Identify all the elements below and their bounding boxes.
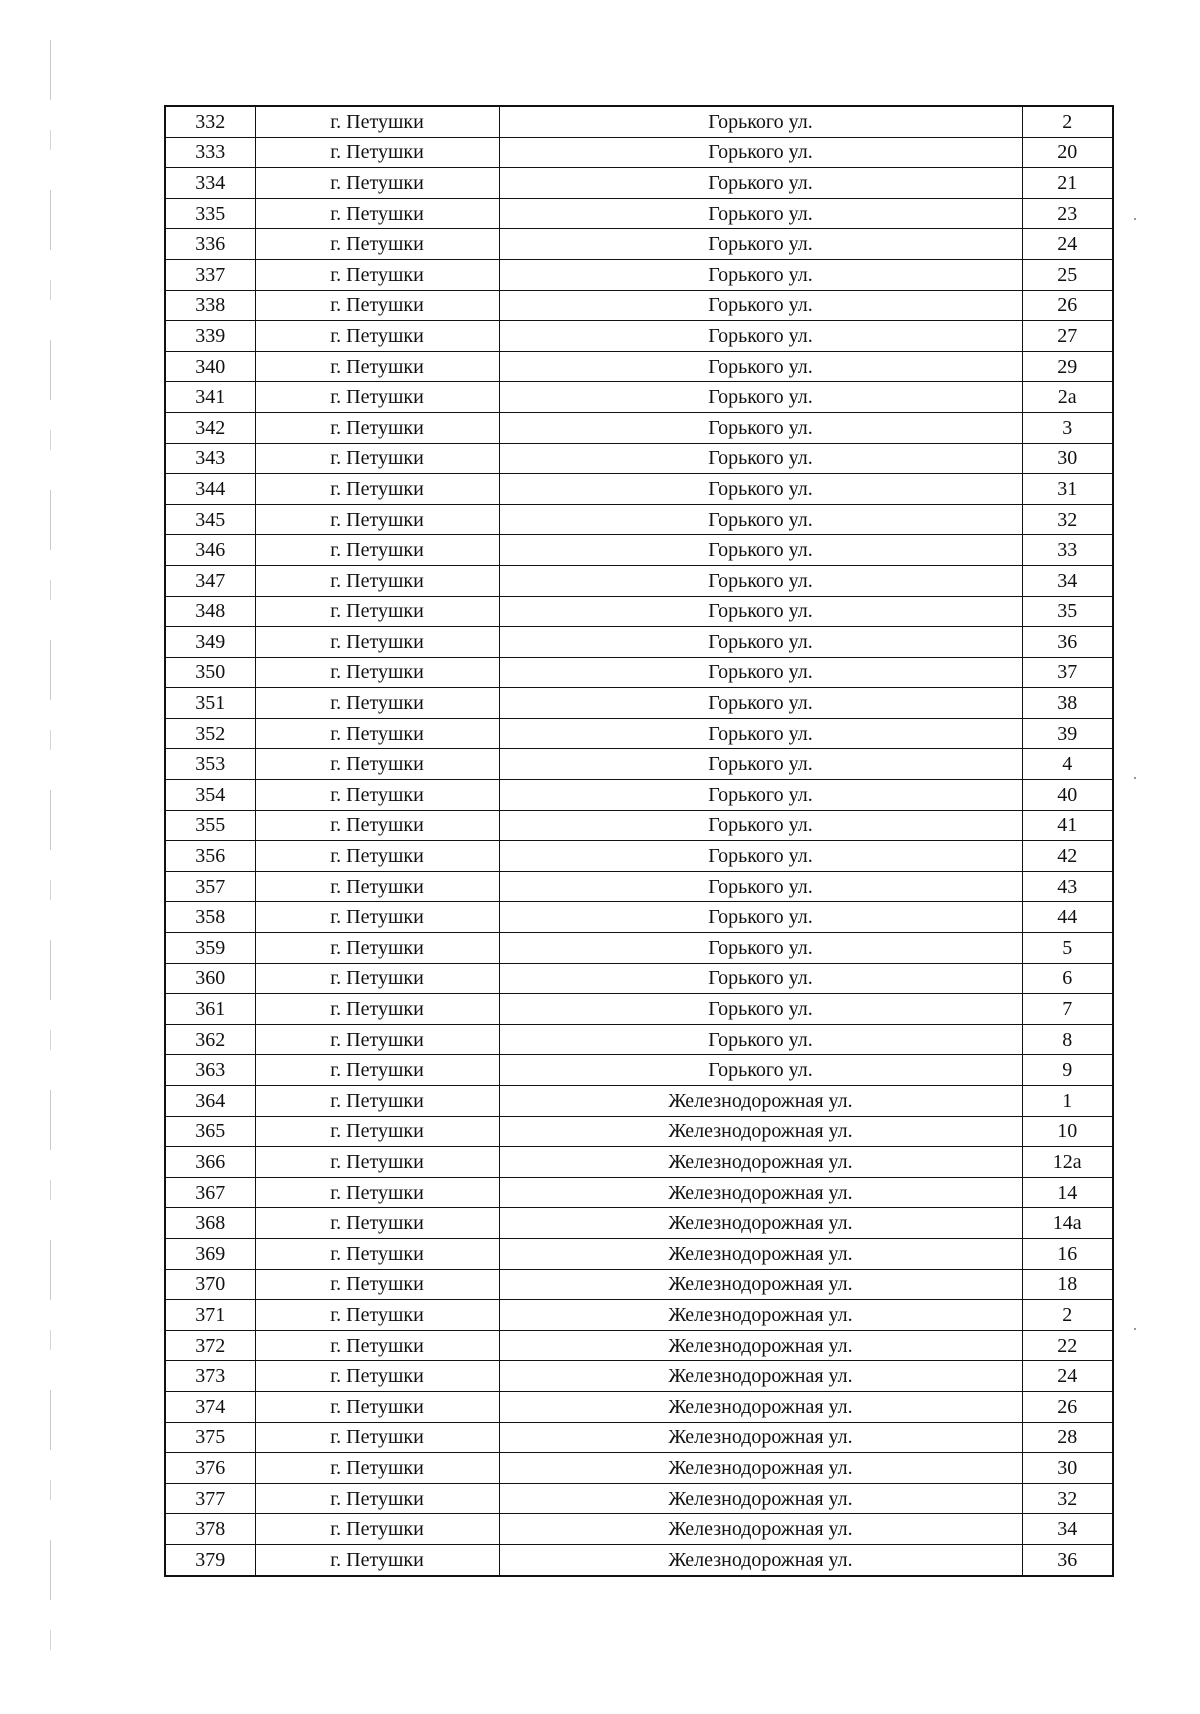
street-cell: Горького ул. (499, 749, 1022, 780)
row-number-cell: 340 (165, 351, 255, 382)
city-cell: г. Петушки (255, 1391, 499, 1422)
city-cell: г. Петушки (255, 1483, 499, 1514)
row-number-cell: 374 (165, 1391, 255, 1422)
house-number-cell: 24 (1022, 1361, 1113, 1392)
house-number-cell: 37 (1022, 657, 1113, 688)
street-cell: Горького ул. (499, 290, 1022, 321)
street-cell: Горького ул. (499, 137, 1022, 168)
house-number-cell: 7 (1022, 994, 1113, 1025)
house-number-cell: 39 (1022, 718, 1113, 749)
row-number-cell: 353 (165, 749, 255, 780)
house-number-cell: 36 (1022, 627, 1113, 658)
row-number-cell: 373 (165, 1361, 255, 1392)
city-cell: г. Петушки (255, 1208, 499, 1239)
table-row (165, 1361, 1113, 1392)
house-number-cell: 14а (1022, 1208, 1113, 1239)
street-cell: Железнодорожная ул. (499, 1422, 1022, 1453)
row-number-cell: 372 (165, 1330, 255, 1361)
street-cell: Горького ул. (499, 443, 1022, 474)
row-number-cell: 341 (165, 382, 255, 413)
street-cell: Горького ул. (499, 657, 1022, 688)
city-cell: г. Петушки (255, 1453, 499, 1484)
street-cell: Железнодорожная ул. (499, 1483, 1022, 1514)
table-row (165, 106, 1113, 137)
city-cell: г. Петушки (255, 810, 499, 841)
row-number-cell: 336 (165, 229, 255, 260)
city-cell: г. Петушки (255, 290, 499, 321)
row-number-cell: 332 (165, 106, 255, 137)
city-cell: г. Петушки (255, 106, 499, 137)
table-row (165, 1514, 1113, 1545)
table-row (165, 137, 1113, 168)
street-cell: Железнодорожная ул. (499, 1514, 1022, 1545)
row-number-cell: 346 (165, 535, 255, 566)
house-number-cell: 2 (1022, 106, 1113, 137)
row-number-cell: 347 (165, 565, 255, 596)
street-cell: Горького ул. (499, 535, 1022, 566)
table-row (165, 1177, 1113, 1208)
house-number-cell: 28 (1022, 1422, 1113, 1453)
house-number-cell: 8 (1022, 1024, 1113, 1055)
city-cell: г. Петушки (255, 1086, 499, 1117)
street-cell: Горького ул. (499, 412, 1022, 443)
row-number-cell: 345 (165, 504, 255, 535)
house-number-cell: 9 (1022, 1055, 1113, 1086)
row-number-cell: 367 (165, 1177, 255, 1208)
row-number-cell: 357 (165, 871, 255, 902)
street-cell: Горького ул. (499, 902, 1022, 933)
row-number-cell: 348 (165, 596, 255, 627)
table-row (165, 718, 1113, 749)
city-cell: г. Петушки (255, 168, 499, 199)
city-cell: г. Петушки (255, 749, 499, 780)
house-number-cell: 32 (1022, 504, 1113, 535)
city-cell: г. Петушки (255, 412, 499, 443)
house-number-cell: 2а (1022, 382, 1113, 413)
city-cell: г. Петушки (255, 596, 499, 627)
house-number-cell: 32 (1022, 1483, 1113, 1514)
city-cell: г. Петушки (255, 780, 499, 811)
row-number-cell: 337 (165, 259, 255, 290)
city-cell: г. Петушки (255, 718, 499, 749)
table-row (165, 198, 1113, 229)
street-cell: Железнодорожная ул. (499, 1177, 1022, 1208)
city-cell: г. Петушки (255, 1238, 499, 1269)
street-cell: Железнодорожная ул. (499, 1147, 1022, 1178)
street-cell: Горького ул. (499, 1055, 1022, 1086)
city-cell: г. Петушки (255, 841, 499, 872)
table-row (165, 1024, 1113, 1055)
house-number-cell: 20 (1022, 137, 1113, 168)
street-cell: Железнодорожная ул. (499, 1238, 1022, 1269)
table-row (165, 749, 1113, 780)
house-number-cell: 35 (1022, 596, 1113, 627)
street-cell: Железнодорожная ул. (499, 1330, 1022, 1361)
row-number-cell: 366 (165, 1147, 255, 1178)
table-row (165, 688, 1113, 719)
table-row (165, 351, 1113, 382)
street-cell: Железнодорожная ул. (499, 1116, 1022, 1147)
table-row (165, 1238, 1113, 1269)
house-number-cell: 36 (1022, 1544, 1113, 1575)
table-row (165, 596, 1113, 627)
table-row (165, 1453, 1113, 1484)
house-number-cell: 25 (1022, 259, 1113, 290)
city-cell: г. Петушки (255, 933, 499, 964)
row-number-cell: 358 (165, 902, 255, 933)
table-row (165, 1086, 1113, 1117)
row-number-cell: 355 (165, 810, 255, 841)
table-row (165, 1208, 1113, 1239)
city-cell: г. Петушки (255, 994, 499, 1025)
scan-speck (1134, 218, 1136, 220)
row-number-cell: 359 (165, 933, 255, 964)
street-cell: Горького ул. (499, 382, 1022, 413)
table-row (165, 902, 1113, 933)
row-number-cell: 369 (165, 1238, 255, 1269)
table-row (165, 1422, 1113, 1453)
table-row (165, 1483, 1113, 1514)
city-cell: г. Петушки (255, 688, 499, 719)
street-cell: Горького ул. (499, 688, 1022, 719)
city-cell: г. Петушки (255, 535, 499, 566)
city-cell: г. Петушки (255, 1422, 499, 1453)
house-number-cell: 22 (1022, 1330, 1113, 1361)
street-cell: Горького ул. (499, 474, 1022, 505)
street-cell: Горького ул. (499, 810, 1022, 841)
house-number-cell: 12а (1022, 1147, 1113, 1178)
house-number-cell: 26 (1022, 1391, 1113, 1422)
house-number-cell: 41 (1022, 810, 1113, 841)
house-number-cell: 30 (1022, 443, 1113, 474)
city-cell: г. Петушки (255, 1024, 499, 1055)
row-number-cell: 376 (165, 1453, 255, 1484)
table-row (165, 290, 1113, 321)
table-row (165, 810, 1113, 841)
city-cell: г. Петушки (255, 259, 499, 290)
table-row (165, 259, 1113, 290)
house-number-cell: 5 (1022, 933, 1113, 964)
scan-speck (1134, 777, 1136, 779)
row-number-cell: 364 (165, 1086, 255, 1117)
house-number-cell: 42 (1022, 841, 1113, 872)
table-row (165, 963, 1113, 994)
row-number-cell: 334 (165, 168, 255, 199)
street-cell: Железнодорожная ул. (499, 1086, 1022, 1117)
city-cell: г. Петушки (255, 504, 499, 535)
row-number-cell: 361 (165, 994, 255, 1025)
address-table (164, 105, 1114, 1577)
table-row (165, 1391, 1113, 1422)
table-row (165, 780, 1113, 811)
city-cell: г. Петушки (255, 1055, 499, 1086)
city-cell: г. Петушки (255, 137, 499, 168)
city-cell: г. Петушки (255, 565, 499, 596)
street-cell: Горького ул. (499, 229, 1022, 260)
city-cell: г. Петушки (255, 627, 499, 658)
table-row (165, 1330, 1113, 1361)
row-number-cell: 335 (165, 198, 255, 229)
table-row (165, 1147, 1113, 1178)
table-row (165, 168, 1113, 199)
street-cell: Железнодорожная ул. (499, 1361, 1022, 1392)
street-cell: Горького ул. (499, 841, 1022, 872)
house-number-cell: 6 (1022, 963, 1113, 994)
city-cell: г. Петушки (255, 1300, 499, 1331)
table-row (165, 1116, 1113, 1147)
house-number-cell: 14 (1022, 1177, 1113, 1208)
street-cell: Горького ул. (499, 351, 1022, 382)
scan-margin-line (50, 40, 51, 1680)
table-row (165, 841, 1113, 872)
house-number-cell: 34 (1022, 1514, 1113, 1545)
table-row (165, 412, 1113, 443)
city-cell: г. Петушки (255, 1116, 499, 1147)
table-row (165, 657, 1113, 688)
row-number-cell: 368 (165, 1208, 255, 1239)
city-cell: г. Петушки (255, 1544, 499, 1575)
house-number-cell: 23 (1022, 198, 1113, 229)
table-row (165, 474, 1113, 505)
row-number-cell: 351 (165, 688, 255, 719)
house-number-cell: 26 (1022, 290, 1113, 321)
house-number-cell: 34 (1022, 565, 1113, 596)
row-number-cell: 338 (165, 290, 255, 321)
house-number-cell: 21 (1022, 168, 1113, 199)
street-cell: Горького ул. (499, 871, 1022, 902)
row-number-cell: 375 (165, 1422, 255, 1453)
street-cell: Горького ул. (499, 596, 1022, 627)
house-number-cell: 10 (1022, 1116, 1113, 1147)
row-number-cell: 365 (165, 1116, 255, 1147)
city-cell: г. Петушки (255, 1269, 499, 1300)
city-cell: г. Петушки (255, 1514, 499, 1545)
table-row (165, 382, 1113, 413)
house-number-cell: 31 (1022, 474, 1113, 505)
city-cell: г. Петушки (255, 1177, 499, 1208)
row-number-cell: 333 (165, 137, 255, 168)
house-number-cell: 24 (1022, 229, 1113, 260)
row-number-cell: 344 (165, 474, 255, 505)
house-number-cell: 27 (1022, 321, 1113, 352)
street-cell: Горького ул. (499, 259, 1022, 290)
table-row (165, 994, 1113, 1025)
street-cell: Железнодорожная ул. (499, 1300, 1022, 1331)
address-table-body (165, 106, 1113, 1576)
row-number-cell: 342 (165, 412, 255, 443)
street-cell: Горького ул. (499, 933, 1022, 964)
house-number-cell: 29 (1022, 351, 1113, 382)
street-cell: Горького ул. (499, 994, 1022, 1025)
row-number-cell: 363 (165, 1055, 255, 1086)
table-row (165, 443, 1113, 474)
house-number-cell: 30 (1022, 1453, 1113, 1484)
city-cell: г. Петушки (255, 963, 499, 994)
row-number-cell: 350 (165, 657, 255, 688)
street-cell: Горького ул. (499, 565, 1022, 596)
row-number-cell: 370 (165, 1269, 255, 1300)
row-number-cell: 339 (165, 321, 255, 352)
row-number-cell: 362 (165, 1024, 255, 1055)
street-cell: Железнодорожная ул. (499, 1544, 1022, 1575)
city-cell: г. Петушки (255, 657, 499, 688)
street-cell: Горького ул. (499, 321, 1022, 352)
table-row (165, 871, 1113, 902)
house-number-cell: 38 (1022, 688, 1113, 719)
row-number-cell: 360 (165, 963, 255, 994)
street-cell: Горького ул. (499, 198, 1022, 229)
house-number-cell: 33 (1022, 535, 1113, 566)
house-number-cell: 43 (1022, 871, 1113, 902)
scan-speck (1134, 1328, 1136, 1330)
table-row (165, 1544, 1113, 1575)
house-number-cell: 1 (1022, 1086, 1113, 1117)
house-number-cell: 4 (1022, 749, 1113, 780)
city-cell: г. Петушки (255, 443, 499, 474)
city-cell: г. Петушки (255, 351, 499, 382)
street-cell: Горького ул. (499, 627, 1022, 658)
street-cell: Железнодорожная ул. (499, 1208, 1022, 1239)
row-number-cell: 343 (165, 443, 255, 474)
street-cell: Горького ул. (499, 504, 1022, 535)
street-cell: Горького ул. (499, 963, 1022, 994)
street-cell: Железнодорожная ул. (499, 1453, 1022, 1484)
house-number-cell: 3 (1022, 412, 1113, 443)
row-number-cell: 352 (165, 718, 255, 749)
table-row (165, 933, 1113, 964)
table-row (165, 1300, 1113, 1331)
city-cell: г. Петушки (255, 474, 499, 505)
city-cell: г. Петушки (255, 1361, 499, 1392)
city-cell: г. Петушки (255, 229, 499, 260)
city-cell: г. Петушки (255, 382, 499, 413)
row-number-cell: 378 (165, 1514, 255, 1545)
street-cell: Железнодорожная ул. (499, 1391, 1022, 1422)
row-number-cell: 371 (165, 1300, 255, 1331)
house-number-cell: 18 (1022, 1269, 1113, 1300)
table-row (165, 504, 1113, 535)
table-row (165, 535, 1113, 566)
row-number-cell: 356 (165, 841, 255, 872)
row-number-cell: 377 (165, 1483, 255, 1514)
city-cell: г. Петушки (255, 902, 499, 933)
street-cell: Железнодорожная ул. (499, 1269, 1022, 1300)
city-cell: г. Петушки (255, 198, 499, 229)
street-cell: Горького ул. (499, 168, 1022, 199)
table-row (165, 627, 1113, 658)
street-cell: Горького ул. (499, 106, 1022, 137)
table-row (165, 1055, 1113, 1086)
street-cell: Горького ул. (499, 718, 1022, 749)
street-cell: Горького ул. (499, 1024, 1022, 1055)
street-cell: Горького ул. (499, 780, 1022, 811)
house-number-cell: 40 (1022, 780, 1113, 811)
table-row (165, 1269, 1113, 1300)
city-cell: г. Петушки (255, 321, 499, 352)
house-number-cell: 2 (1022, 1300, 1113, 1331)
city-cell: г. Петушки (255, 1330, 499, 1361)
table-row (165, 321, 1113, 352)
table-row (165, 229, 1113, 260)
city-cell: г. Петушки (255, 871, 499, 902)
row-number-cell: 354 (165, 780, 255, 811)
city-cell: г. Петушки (255, 1147, 499, 1178)
table-row (165, 565, 1113, 596)
row-number-cell: 379 (165, 1544, 255, 1575)
row-number-cell: 349 (165, 627, 255, 658)
house-number-cell: 44 (1022, 902, 1113, 933)
house-number-cell: 16 (1022, 1238, 1113, 1269)
